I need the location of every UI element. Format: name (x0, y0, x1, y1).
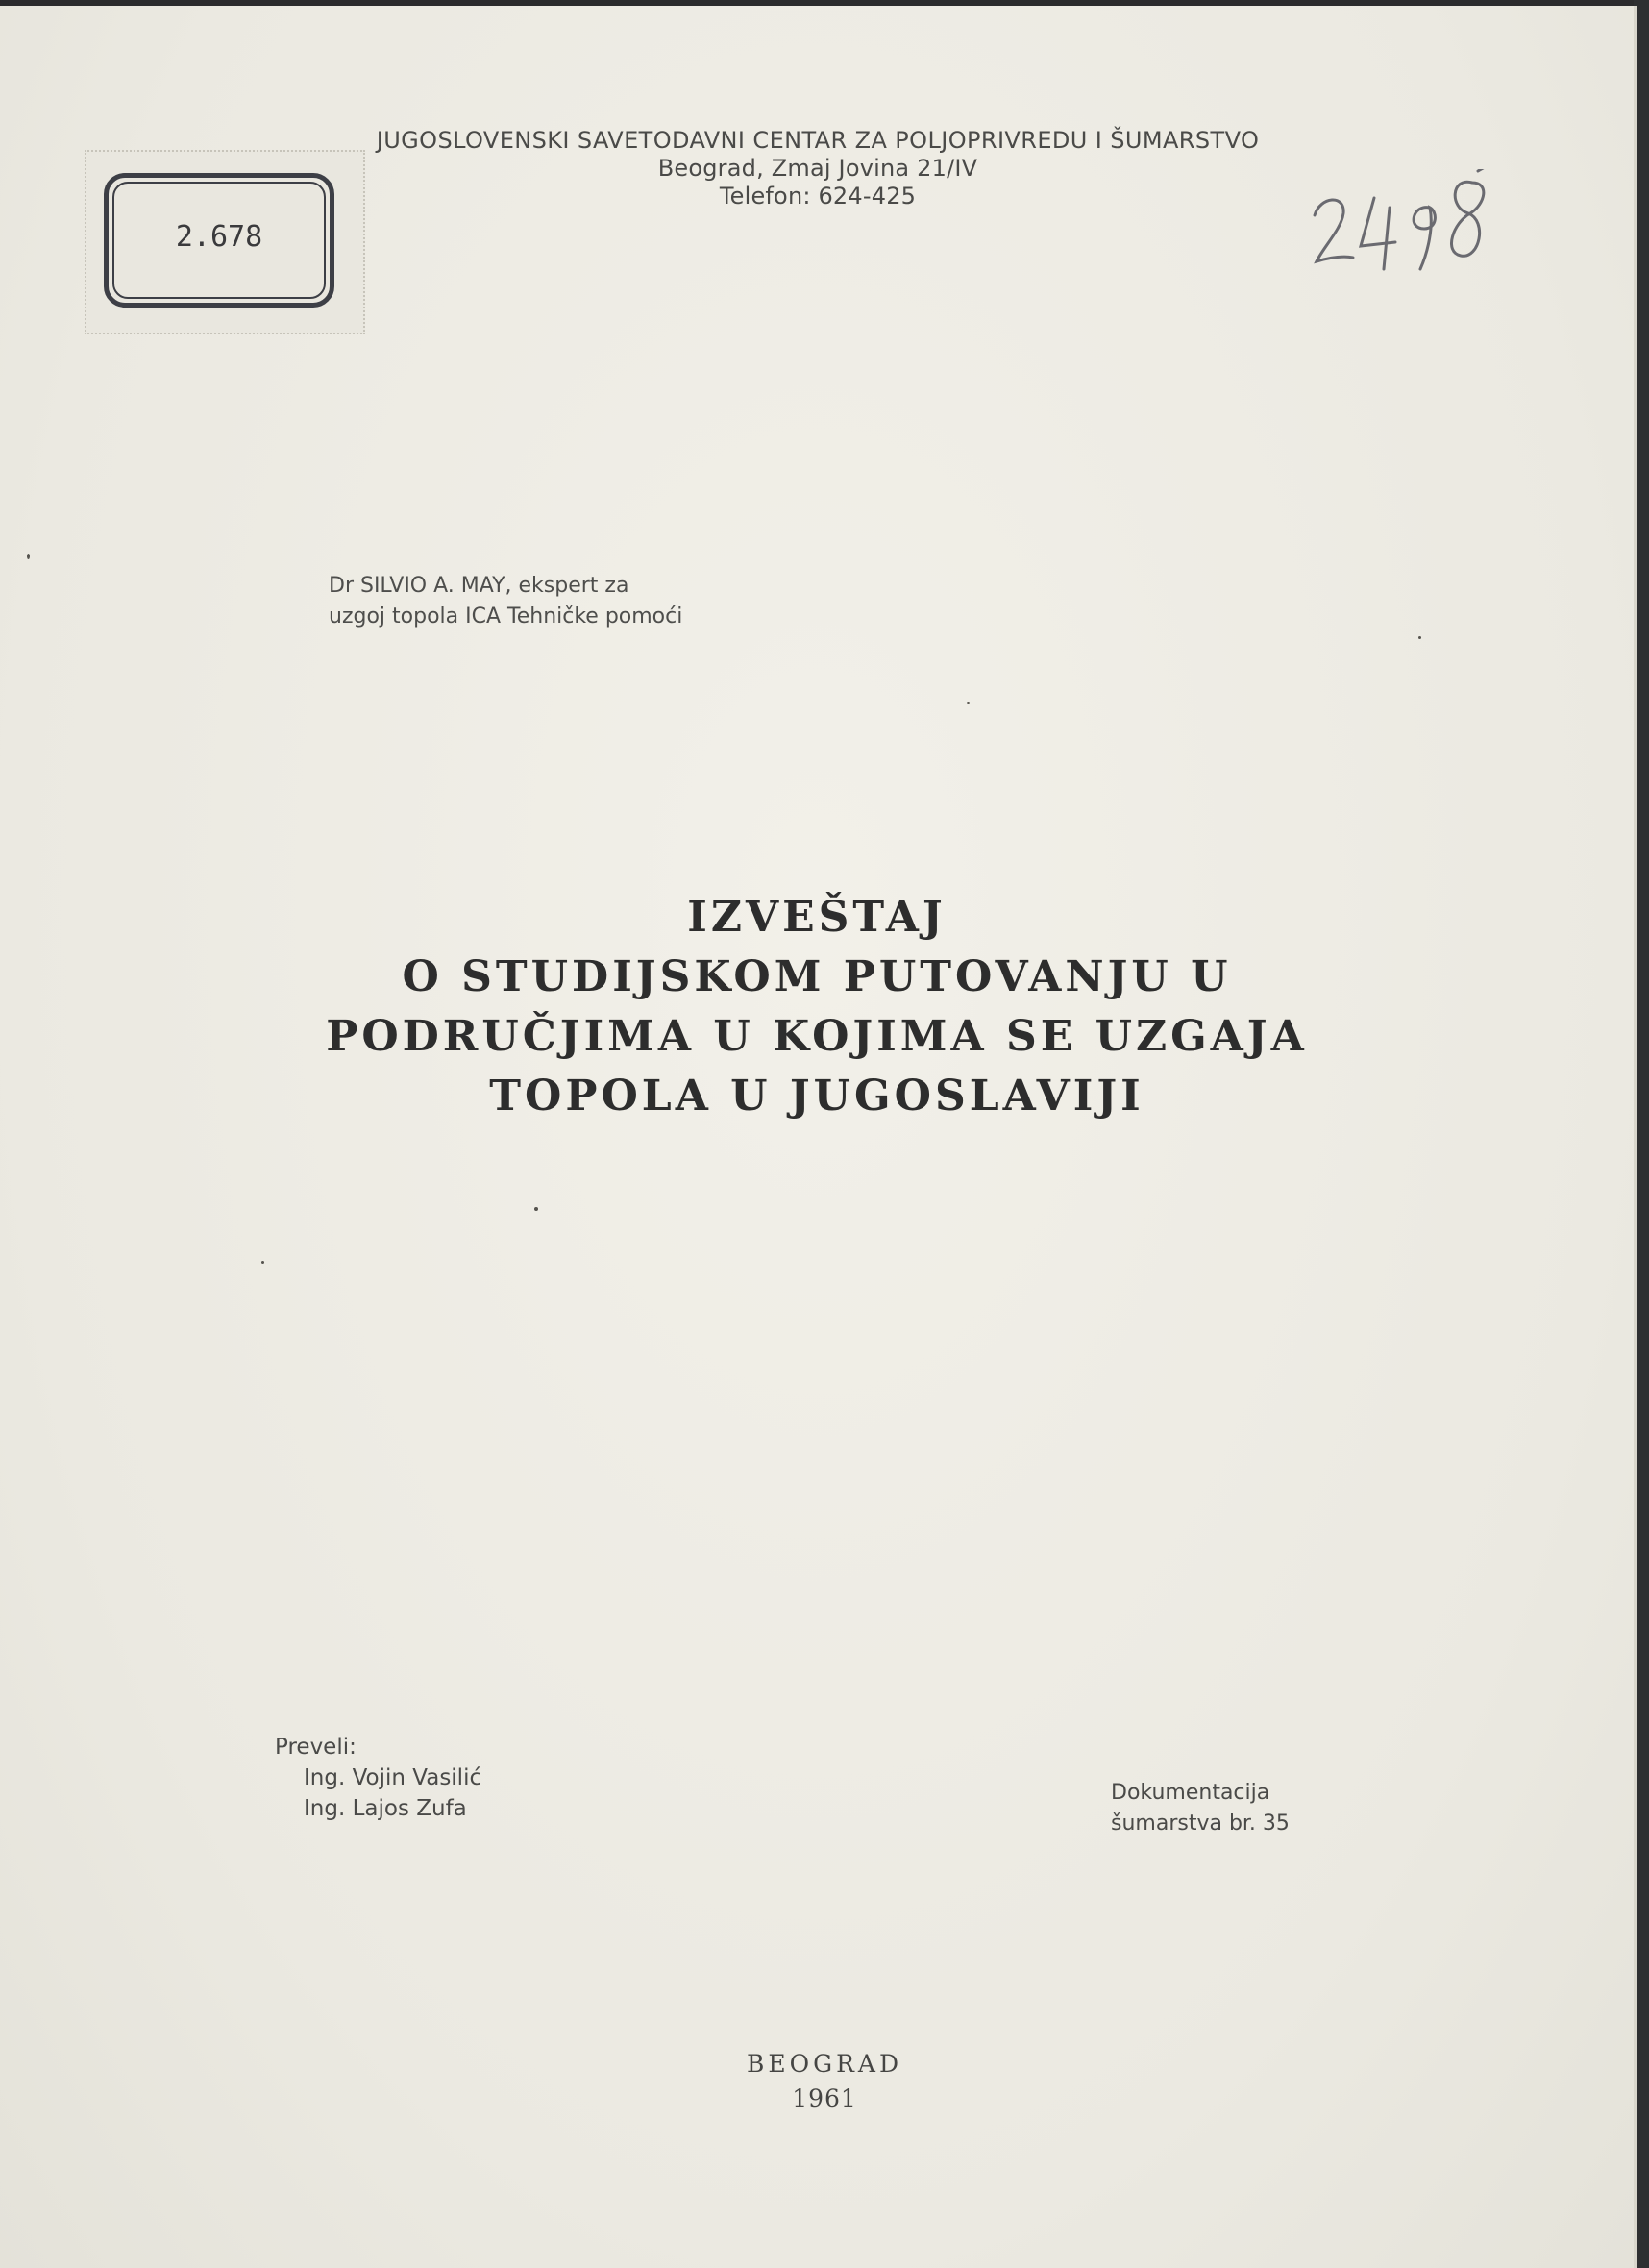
document-title (192, 888, 1441, 1126)
imprint (632, 2047, 1017, 2116)
document-page (0, 6, 1637, 2268)
series-number: šumarstva br. 35 (1111, 1812, 1290, 1836)
translators-block (275, 1732, 755, 1824)
translator-name: Ing. Lajos Zufa (304, 1796, 467, 1821)
author-name: Dr SILVIO A. MAY, ekspert za (329, 574, 629, 598)
title-line-3: PODRUČJIMA U KOJIMA SE UZGAJA (326, 1012, 1308, 1061)
publisher-header (342, 127, 1293, 210)
paper-speck (1418, 636, 1421, 639)
paper-speck (27, 554, 30, 559)
paper-speck (967, 702, 970, 704)
handwritten-number (1307, 169, 1499, 294)
publisher-address: Beograd, Zmaj Jovina 21/IV (657, 155, 978, 182)
title-line-2: O STUDIJSKOM PUTOVANJU U (402, 952, 1232, 1001)
translator-name: Ing. Vojin Vasilić (304, 1765, 482, 1790)
title-line-4: TOPOLA U JUGOSLAVIJI (489, 1072, 1144, 1121)
author-role: uzgoj topola ICA Tehničke pomoći (329, 604, 683, 629)
stamp-number: 2.678 (175, 220, 263, 254)
author-block (329, 571, 905, 632)
imprint-year: 1961 (792, 2084, 857, 2112)
translators-label: Preveli: (275, 1735, 357, 1760)
publisher-name: JUGOSLOVENSKI SAVETODAVNI CENTAR ZA POLJOPRIVREDU I ŠUMARSTVO (376, 127, 1260, 154)
stamp-frame (104, 173, 334, 308)
series-title: Dokumentacija (1111, 1781, 1270, 1805)
title-line-1: IZVEŠTAJ (687, 893, 947, 942)
paper-speck (534, 1207, 538, 1211)
paper-speck (261, 1261, 264, 1264)
series-info (1111, 1778, 1495, 1839)
publisher-phone: Telefon: 624-425 (719, 183, 917, 210)
imprint-city: BEOGRAD (746, 2050, 902, 2078)
inventory-stamp (85, 150, 365, 334)
